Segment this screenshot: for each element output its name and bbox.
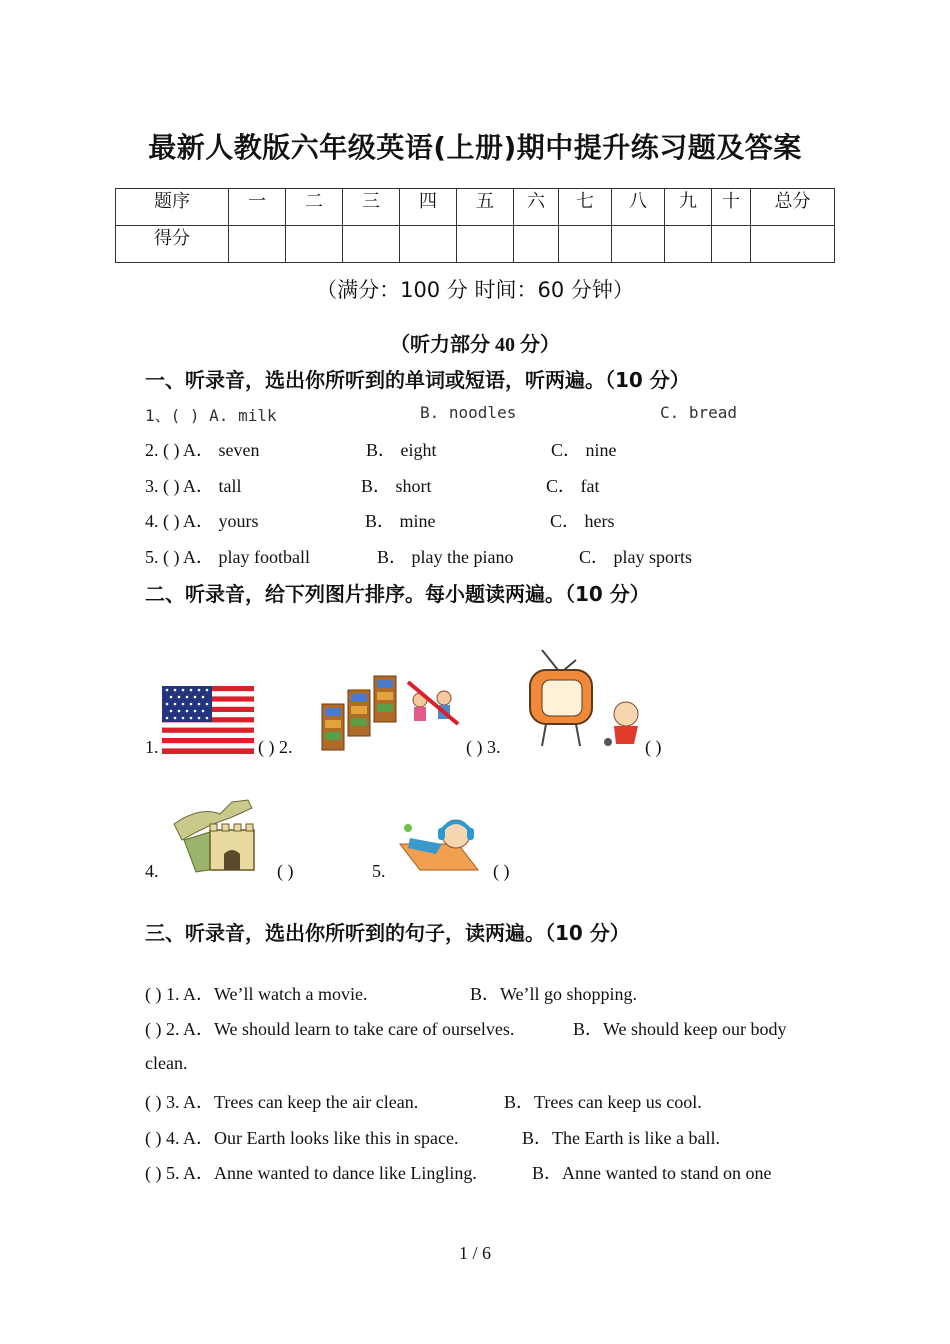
score-input-cell[interactable]: [229, 226, 286, 263]
page-title: 最新人教版六年级英语(上册)期中提升练习题及答案: [148, 131, 802, 164]
q5-option-b: B． play the piano: [377, 547, 514, 567]
pic1-number: 1.: [145, 737, 159, 757]
score-cell: 九: [665, 189, 712, 226]
score-cell: 七: [559, 189, 612, 226]
s3-q3-b: B．Trees can keep us cool.: [504, 1092, 702, 1112]
usa-flag-image: [162, 686, 254, 754]
pic1-blank-pic2-number[interactable]: ( ) 2.: [258, 737, 293, 757]
score-cell: 六: [514, 189, 559, 226]
score-cell: 三: [343, 189, 400, 226]
s3-q5-b: B．Anne wanted to stand on one: [532, 1163, 772, 1183]
s3-q3-a: ( ) 3. A．Trees can keep the air clean.: [145, 1092, 419, 1112]
exam-meta: （满分：100 分 时间：60 分钟）: [316, 278, 634, 302]
section-3-heading: 三、听录音，选出你所听到的句子，读两遍。（10 分）: [145, 921, 630, 945]
score-cell: 八: [612, 189, 665, 226]
s3-q1-b: B．We’ll go shopping.: [470, 984, 638, 1004]
q3-option-c: C． fat: [546, 476, 600, 496]
great-wall-image: [170, 796, 260, 874]
s3-q4-a: ( ) 4. A．Our Earth looks like this in space.: [145, 1128, 459, 1148]
score-input-cell[interactable]: [343, 226, 400, 263]
q2-option-b: B． eight: [366, 440, 437, 460]
q3-option-b: B． short: [361, 476, 432, 496]
listening-heading: （听力部分 40 分）: [390, 334, 560, 356]
tv-boy-image: [528, 648, 646, 754]
q4-option-c: C． hers: [550, 511, 615, 531]
score-cell: 五: [457, 189, 514, 226]
score-cell: 二: [286, 189, 343, 226]
pic5-blank[interactable]: ( ): [493, 861, 510, 881]
pic5-number: 5.: [372, 861, 386, 881]
score-table: [115, 188, 835, 263]
s3-q2-b: B．We should keep our body: [573, 1019, 787, 1039]
q3-option-a: 3. ( ) A． tall: [145, 476, 242, 496]
score-table-header-row: [116, 189, 835, 226]
section-2-heading: 二、听录音，给下列图片排序。每小题读两遍。（10 分）: [145, 582, 650, 606]
score-cell: 得分: [116, 226, 229, 263]
score-cell: 十: [712, 189, 751, 226]
score-input-cell[interactable]: [712, 226, 751, 263]
s3-q5-a: ( ) 5. A．Anne wanted to dance like Lingling.: [145, 1163, 477, 1183]
score-cell: 题序: [116, 189, 229, 226]
q5-option-c: C． play sports: [579, 547, 693, 567]
score-input-cell[interactable]: [286, 226, 343, 263]
score-input-cell[interactable]: [514, 226, 559, 263]
score-cell: 一: [229, 189, 286, 226]
score-input-cell[interactable]: [457, 226, 514, 263]
s3-q1-a: ( ) 1. A．We’ll watch a movie.: [145, 984, 368, 1004]
pic4-blank[interactable]: ( ): [277, 861, 294, 881]
score-input-cell[interactable]: [612, 226, 665, 263]
pic4-number: 4.: [145, 861, 159, 881]
score-cell: 总分: [751, 189, 835, 226]
page-number: 1 / 6: [458, 1243, 491, 1263]
s3-q2-continuation: clean.: [145, 1053, 188, 1073]
s3-q4-b: B．The Earth is like a ball.: [522, 1128, 720, 1148]
s3-q2-a: ( ) 2. A．We should learn to take care of ourselves.: [145, 1019, 515, 1039]
score-input-cell[interactable]: [751, 226, 835, 263]
library-no-talking-image: [320, 672, 465, 752]
q5-option-a: 5. ( ) A． play football: [145, 547, 310, 567]
q4-option-b: B． mine: [365, 511, 436, 531]
section-1-heading: 一、听录音，选出你所听到的单词或短语，听两遍。（10 分）: [145, 368, 690, 392]
q4-option-a: 4. ( ) A． yours: [145, 511, 259, 531]
q1-option-a: 1、( ) A. milk: [145, 406, 277, 425]
girl-listening-music-image: [396, 814, 482, 876]
score-table-score-row: [116, 226, 835, 263]
score-cell: 四: [400, 189, 457, 226]
q1-option-b: B. noodles: [420, 403, 517, 422]
pic2-blank-pic3-number[interactable]: ( ) 3.: [466, 737, 501, 757]
score-input-cell[interactable]: [400, 226, 457, 263]
q2-option-c: C． nine: [551, 440, 617, 460]
pic3-blank[interactable]: ( ): [645, 737, 662, 757]
score-input-cell[interactable]: [665, 226, 712, 263]
q2-option-a: 2. ( ) A． seven: [145, 440, 260, 460]
q1-option-c: C. bread: [660, 403, 738, 422]
score-input-cell[interactable]: [559, 226, 612, 263]
